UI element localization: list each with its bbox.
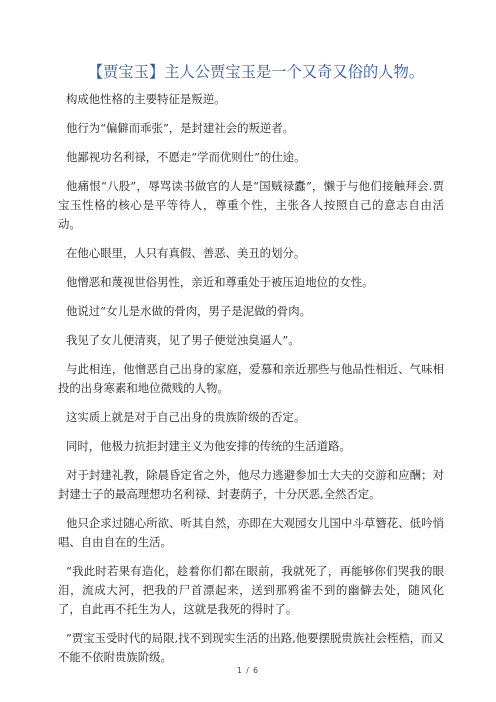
paragraph-7: 他说过“女儿是水做的骨肉，男子是泥做的骨肉。	[66, 304, 312, 318]
paragraph-15: ”贾宝玉受时代的局限,找不到现实生活的出路,他要摆脱贵族社会桎梏，而又不能不依附贵族阶级。	[58, 631, 444, 664]
paragraph-8: 我见了女儿便清爽，见了男子便觉浊臭逼人”。	[66, 333, 300, 347]
paragraph-13: 他只企求过随心所欲、听其自然，亦即在大观园女儿国中斗草簪花、低吟悄唱、自由自在的生活。	[58, 516, 444, 549]
paragraph-10: 这实质上就是对于自己出身的贵族阶级的否定。	[66, 410, 306, 424]
page-indicator: 1 / 6	[237, 666, 259, 675]
paragraph-11: 同时，他极力抗拒封建主义为他安排的传统的生活道路。	[66, 439, 351, 453]
paragraph-12: 对于封建礼教，除晨昏定省之外，他尽力逃避参加士大夫的交游和应酬；对封建士子的最高理想功名利禄、封妻荫子，十分厌恶,全然否定。	[58, 468, 444, 501]
paragraph-9: 与此相连，他憎恶自己出身的家庭，爱慕和亲近那些与他品性相近、气味相投的出身寒素和地位微贱的人物。	[58, 362, 444, 395]
document-title: 【贾宝玉】主人公贾宝玉是一个又奇又俗的人物。	[87, 63, 425, 81]
paragraph-6: 他憎恶和蔑视世俗男性，亲近和尊重处于被压迫地位的女性。	[66, 275, 374, 289]
paragraph-3: 他鄙视功名利禄，不愿走“学而优则仕”的仕途。	[66, 150, 306, 164]
paragraph-1: 构成他性格的主要特征是叛逆。	[66, 92, 226, 106]
paragraph-5: 在他心眼里，人只有真假、善恶、美丑的划分。	[66, 246, 306, 260]
paragraph-4: 他痛恨“八股”，辱骂读书做官的人是“国贼禄蠹”，懒于与他们接触拜会.贾宝玉性格的核心是平等待人，尊重个性，主张各人按照自己的意志自由活动。	[58, 179, 444, 231]
paragraph-14: “我此时若果有造化，趁着你们都在眼前，我就死了，再能够你们哭我的眼泪，流成大河，把我的尸首漂起来，送到那鸦雀不到的幽僻去处，随风化了，自此再不托生为人，这就是我死的得时了。	[58, 564, 444, 616]
paragraph-2: 他行为“偏僻而乖张”，是封建社会的叛逆者。	[66, 121, 295, 135]
document-body	[58, 90, 444, 677]
